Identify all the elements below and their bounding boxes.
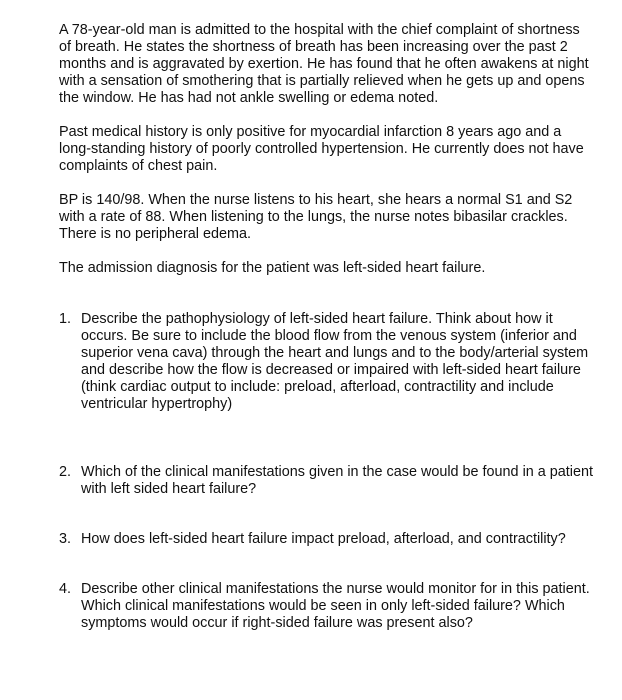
question-item (59, 581, 594, 632)
question-item (59, 464, 594, 498)
question-item (59, 311, 594, 413)
question-text: Which of the clinical manifestations given in the case would be found in a patient with left sided heart failure? (81, 464, 593, 497)
question-item (59, 531, 594, 548)
case-paragraph-assessment: BP is 140/98. When the nurse listens to his heart, she hears a normal S1 and S2 with a rate of 88. When listening to the lungs, the nurse notes bibasilar crackles. There is no peripheral edema. (59, 192, 573, 242)
case-paragraph-presentation: A 78-year-old man is admitted to the hospital with the chief complaint of shortness of breath. He states the shortness of breath has been increasing over the past 2 months and is aggravated by exertion. He has found that he often awakens at night with a sensation of smothering that is partially relieved when he gets up and opens the window. He has had not ankle swelling or edema noted. (59, 22, 589, 106)
question-number: 2. (59, 464, 72, 480)
document-body (59, 22, 594, 632)
question-number: 4. (59, 581, 72, 597)
question-number: 3. (59, 531, 72, 547)
case-paragraph-diagnosis: The admission diagnosis for the patient was left-sided heart failure. (59, 260, 486, 276)
question-number: 1. (59, 311, 72, 327)
question-text: Describe the pathophysiology of left-sided heart failure. Think about how it occurs. Be sure to include the blood flow from the venous system (inferior and superior vena cava) through the heart and lungs and to the body/arterial system and describe how the flow is decreased or impaired with left-sided heart failure (think cardiac output to include: preload, afterload, contractility and include ventricular hypertrophy) (81, 311, 589, 412)
case-paragraph-history: Past medical history is only positive for myocardial infarction 8 years ago and a long-standing history of poorly controlled hypertension. He currently does not have complaints of chest pain. (59, 124, 584, 174)
question-text: How does left-sided heart failure impact preload, afterload, and contractility? (81, 531, 566, 547)
question-list (59, 311, 594, 632)
question-text: Describe other clinical manifestations the nurse would monitor for in this patient. Which clinical manifestations would be seen in only left-sided failure? Which symptoms would occur if right-sided failure was present also? (81, 581, 590, 631)
